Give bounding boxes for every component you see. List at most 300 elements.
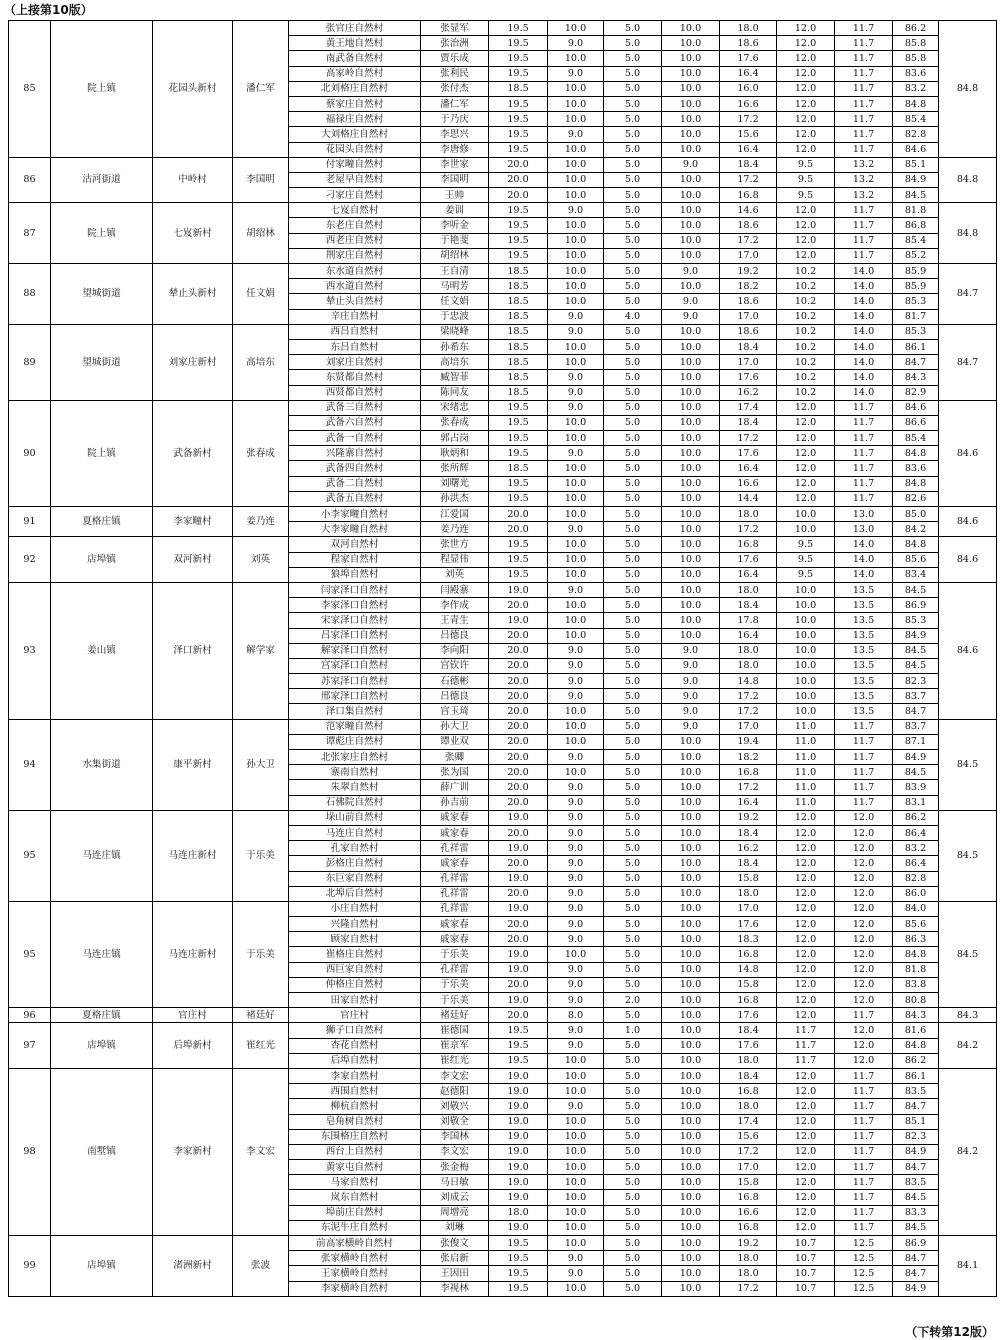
score-7: 12.0	[835, 841, 893, 856]
rank-number: 87	[9, 203, 51, 264]
natural-village-contact: 崔德国	[421, 1023, 489, 1038]
natural-village-score: 82.8	[893, 871, 939, 886]
score-7: 11.7	[835, 248, 893, 263]
score-1: 18.5	[489, 355, 548, 370]
score-5: 14.8	[720, 962, 777, 977]
natural-village-name: 大刘格庄自然村	[289, 127, 421, 142]
score-4: 10.0	[662, 1023, 720, 1038]
natural-village-name: 西台上自然村	[289, 1144, 421, 1159]
score-3: 5.0	[604, 294, 662, 309]
score-5: 16.6	[720, 476, 777, 491]
score-2: 9.0	[548, 1266, 604, 1281]
natural-village-score: 84.5	[893, 188, 939, 203]
score-1: 20.0	[489, 886, 548, 901]
score-5: 17.0	[720, 1160, 777, 1175]
natural-village-name: 皂角树自然村	[289, 1114, 421, 1129]
score-2: 10.0	[548, 355, 604, 370]
score-2: 9.0	[548, 750, 604, 765]
natural-village-contact: 郭占岗	[421, 431, 489, 446]
natural-village-contact: 孙吉前	[421, 795, 489, 810]
score-5: 17.6	[720, 51, 777, 66]
score-4: 10.0	[662, 993, 720, 1008]
score-7: 14.0	[835, 264, 893, 279]
natural-village-name: 孔家自然村	[289, 841, 421, 856]
score-5: 17.4	[720, 400, 777, 415]
natural-village-contact: 贾乐成	[421, 51, 489, 66]
score-6: 12.0	[777, 1084, 835, 1099]
score-5: 16.2	[720, 841, 777, 856]
natural-village-score: 82.3	[893, 1129, 939, 1144]
score-5: 18.4	[720, 1068, 777, 1083]
table-row	[9, 264, 997, 279]
score-2: 9.0	[548, 917, 604, 932]
natural-village-name: 东围格庄自然村	[289, 1129, 421, 1144]
score-7: 13.5	[835, 613, 893, 628]
score-1: 20.0	[489, 643, 548, 658]
score-6: 10.2	[777, 355, 835, 370]
natural-village-name: 谭彪庄自然村	[289, 734, 421, 749]
score-6: 12.0	[777, 1114, 835, 1129]
natural-village-contact: 李唐修	[421, 142, 489, 157]
score-7: 11.7	[835, 431, 893, 446]
score-6: 10.0	[777, 704, 835, 719]
town-name: 院上镇	[51, 400, 153, 506]
score-3: 5.0	[604, 658, 662, 673]
score-2: 10.0	[548, 1190, 604, 1205]
score-6: 12.0	[777, 947, 835, 962]
score-3: 4.0	[604, 309, 662, 324]
score-4: 10.0	[662, 977, 720, 992]
village-leader: 姜乃连	[233, 507, 289, 537]
score-6: 10.0	[777, 522, 835, 537]
score-2: 9.0	[548, 886, 604, 901]
table-row	[9, 21, 997, 36]
score-6: 12.0	[777, 96, 835, 111]
natural-village-contact: 张俊文	[421, 1236, 489, 1251]
score-6: 9.5	[777, 567, 835, 582]
natural-village-contact: 李国林	[421, 1129, 489, 1144]
score-5: 17.2	[720, 431, 777, 446]
score-5: 17.0	[720, 309, 777, 324]
score-4: 10.0	[662, 248, 720, 263]
score-4: 10.0	[662, 461, 720, 476]
score-3: 5.0	[604, 643, 662, 658]
score-5: 17.0	[720, 719, 777, 734]
natural-village-name: 辛庄自然村	[289, 309, 421, 324]
score-5: 15.6	[720, 127, 777, 142]
score-3: 5.0	[604, 1175, 662, 1190]
score-6: 10.2	[777, 264, 835, 279]
score-1: 18.5	[489, 279, 548, 294]
score-6: 12.0	[777, 1129, 835, 1144]
score-6: 10.2	[777, 339, 835, 354]
village-score-table	[8, 20, 997, 1297]
score-3: 5.0	[604, 962, 662, 977]
score-7: 13.5	[835, 658, 893, 673]
score-2: 9.0	[548, 522, 604, 537]
score-3: 5.0	[604, 1236, 662, 1251]
score-2: 10.0	[548, 172, 604, 187]
natural-village-name: 双河自然村	[289, 537, 421, 552]
new-village-total-score: 84.5	[939, 810, 997, 901]
natural-village-name: 石佛院自然村	[289, 795, 421, 810]
score-2: 10.0	[548, 1236, 604, 1251]
score-1: 19.5	[489, 51, 548, 66]
score-5: 19.2	[720, 810, 777, 825]
natural-village-name: 寨南自然村	[289, 765, 421, 780]
score-6: 10.0	[777, 689, 835, 704]
score-6: 11.7	[777, 1038, 835, 1053]
table-row	[9, 203, 997, 218]
score-3: 5.0	[604, 339, 662, 354]
score-6: 12.0	[777, 856, 835, 871]
score-1: 18.5	[489, 339, 548, 354]
village-leader: 胡绍林	[233, 203, 289, 264]
score-7: 14.0	[835, 370, 893, 385]
village-leader: 任文娟	[233, 264, 289, 325]
score-7: 13.2	[835, 172, 893, 187]
score-1: 19.0	[489, 1190, 548, 1205]
score-4: 10.0	[662, 112, 720, 127]
natural-village-name: 东水道自然村	[289, 264, 421, 279]
natural-village-name: 西老庄自然村	[289, 233, 421, 248]
score-2: 10.0	[548, 704, 604, 719]
village-name: 七岌新村	[153, 203, 233, 264]
natural-village-score: 86.9	[893, 598, 939, 613]
natural-village-name: 彭格庄自然村	[289, 856, 421, 871]
natural-village-name: 西水道自然村	[289, 279, 421, 294]
score-4: 10.0	[662, 51, 720, 66]
score-5: 17.6	[720, 917, 777, 932]
score-7: 12.5	[835, 1281, 893, 1296]
natural-village-name: 小庄自然村	[289, 901, 421, 916]
natural-village-score: 83.9	[893, 780, 939, 795]
natural-village-score: 84.8	[893, 96, 939, 111]
score-1: 19.5	[489, 112, 548, 127]
natural-village-score: 84.7	[893, 1266, 939, 1281]
score-7: 12.0	[835, 917, 893, 932]
natural-village-contact: 孔祥雷	[421, 901, 489, 916]
natural-village-name: 花园头自然村	[289, 142, 421, 157]
natural-village-name: 李家横岭自然村	[289, 1281, 421, 1296]
score-2: 10.0	[548, 157, 604, 172]
natural-village-name: 顾家自然村	[289, 932, 421, 947]
natural-village-name: 闫家泽口自然村	[289, 582, 421, 597]
score-4: 10.0	[662, 841, 720, 856]
village-name: 武备新村	[153, 400, 233, 506]
score-6: 11.0	[777, 765, 835, 780]
score-3: 5.0	[604, 233, 662, 248]
score-5: 16.4	[720, 795, 777, 810]
score-7: 11.7	[835, 1129, 893, 1144]
score-3: 5.0	[604, 188, 662, 203]
score-3: 5.0	[604, 947, 662, 962]
score-2: 9.0	[548, 932, 604, 947]
score-1: 18.5	[489, 81, 548, 96]
rank-number: 85	[9, 21, 51, 158]
score-3: 5.0	[604, 917, 662, 932]
score-1: 20.0	[489, 598, 548, 613]
natural-village-score: 86.4	[893, 856, 939, 871]
score-1: 19.5	[489, 21, 548, 36]
score-1: 18.0	[489, 1205, 548, 1220]
village-name: 康平新村	[153, 719, 233, 810]
score-7: 13.5	[835, 628, 893, 643]
score-4: 10.0	[662, 780, 720, 795]
score-2: 9.0	[548, 127, 604, 142]
score-1: 19.0	[489, 901, 548, 916]
natural-village-name: 武备五自然村	[289, 491, 421, 506]
natural-village-score: 84.5	[893, 582, 939, 597]
town-name: 南墅镇	[51, 1068, 153, 1235]
natural-village-contact: 戚家春	[421, 825, 489, 840]
village-leader: 张春成	[233, 400, 289, 506]
score-1: 19.5	[489, 218, 548, 233]
score-1: 20.0	[489, 977, 548, 992]
score-5: 17.2	[720, 689, 777, 704]
rank-number: 86	[9, 157, 51, 203]
natural-village-contact: 马日敏	[421, 1175, 489, 1190]
score-5: 18.4	[720, 339, 777, 354]
score-7: 11.7	[835, 233, 893, 248]
score-5: 18.0	[720, 507, 777, 522]
natural-village-score: 84.9	[893, 1281, 939, 1296]
score-1: 18.5	[489, 264, 548, 279]
natural-village-score: 81.6	[893, 1023, 939, 1038]
score-1: 19.5	[489, 127, 548, 142]
score-6: 11.0	[777, 734, 835, 749]
village-leader: 李文宏	[233, 1068, 289, 1235]
score-6: 12.0	[777, 233, 835, 248]
score-1: 18.5	[489, 309, 548, 324]
score-3: 5.0	[604, 431, 662, 446]
score-2: 10.0	[548, 81, 604, 96]
score-3: 5.0	[604, 1144, 662, 1159]
score-3: 5.0	[604, 279, 662, 294]
score-7: 12.0	[835, 871, 893, 886]
natural-village-name: 西巨家自然村	[289, 962, 421, 977]
score-5: 18.0	[720, 1053, 777, 1068]
natural-village-contact: 李文宏	[421, 1068, 489, 1083]
score-5: 17.0	[720, 901, 777, 916]
natural-village-name: 埠前庄自然村	[289, 1205, 421, 1220]
natural-village-score: 83.2	[893, 81, 939, 96]
score-5: 16.4	[720, 461, 777, 476]
score-3: 5.0	[604, 96, 662, 111]
score-4: 10.0	[662, 750, 720, 765]
score-4: 10.0	[662, 507, 720, 522]
score-2: 10.0	[548, 112, 604, 127]
village-leader: 李国明	[233, 157, 289, 203]
continued-to-note: （下转第12版）	[905, 1325, 994, 1339]
score-3: 5.0	[604, 552, 662, 567]
score-6: 12.0	[777, 476, 835, 491]
score-2: 9.0	[548, 977, 604, 992]
village-name: 渚洲新村	[153, 1236, 233, 1297]
score-6: 12.0	[777, 825, 835, 840]
score-4: 10.0	[662, 1068, 720, 1083]
natural-village-contact: 崔红光	[421, 1053, 489, 1068]
natural-village-contact: 赵德阳	[421, 1084, 489, 1099]
natural-village-score: 85.3	[893, 324, 939, 339]
score-1: 20.0	[489, 719, 548, 734]
natural-village-name: 李家泽口自然村	[289, 598, 421, 613]
score-3: 5.0	[604, 1160, 662, 1175]
score-1: 19.0	[489, 1084, 548, 1099]
natural-village-score: 84.8	[893, 537, 939, 552]
score-4: 10.0	[662, 1281, 720, 1296]
score-4: 10.0	[662, 1038, 720, 1053]
score-2: 9.0	[548, 810, 604, 825]
score-2: 10.0	[548, 415, 604, 430]
natural-village-score: 83.7	[893, 719, 939, 734]
village-name: 辇止头新村	[153, 264, 233, 325]
score-2: 10.0	[548, 598, 604, 613]
score-5: 16.8	[720, 947, 777, 962]
score-4: 10.0	[662, 901, 720, 916]
natural-village-contact: 张金梅	[421, 1160, 489, 1175]
score-3: 5.0	[604, 795, 662, 810]
score-4: 10.0	[662, 36, 720, 51]
natural-village-contact: 张显军	[421, 21, 489, 36]
rank-number: 95	[9, 810, 51, 901]
natural-village-score: 80.8	[893, 993, 939, 1008]
score-2: 9.0	[548, 370, 604, 385]
score-1: 19.5	[489, 1023, 548, 1038]
score-6: 12.0	[777, 1068, 835, 1083]
new-village-total-score: 84.5	[939, 719, 997, 810]
natural-village-score: 84.7	[893, 704, 939, 719]
score-4: 9.0	[662, 674, 720, 689]
score-5: 19.2	[720, 264, 777, 279]
score-5: 16.8	[720, 1084, 777, 1099]
score-7: 12.0	[835, 825, 893, 840]
score-5: 16.8	[720, 1190, 777, 1205]
natural-village-contact: 张世方	[421, 537, 489, 552]
score-6: 10.0	[777, 582, 835, 597]
table-row	[9, 582, 997, 597]
score-6: 10.7	[777, 1266, 835, 1281]
village-leader: 崔红光	[233, 1023, 289, 1069]
score-3: 2.0	[604, 993, 662, 1008]
rank-number: 98	[9, 1068, 51, 1235]
natural-village-score: 86.3	[893, 932, 939, 947]
natural-village-name: 柳杭自然村	[289, 1099, 421, 1114]
score-2: 10.0	[548, 1129, 604, 1144]
natural-village-contact: 孔祥雷	[421, 886, 489, 901]
natural-village-score: 83.6	[893, 461, 939, 476]
score-7: 13.5	[835, 643, 893, 658]
new-village-total-score: 84.8	[939, 21, 997, 158]
new-village-total-score: 84.8	[939, 203, 997, 264]
score-2: 9.0	[548, 1023, 604, 1038]
score-6: 12.0	[777, 66, 835, 81]
natural-village-contact: 于艳斐	[421, 233, 489, 248]
continued-from-note: （上接第10版）	[4, 3, 93, 17]
score-7: 11.7	[835, 400, 893, 415]
score-3: 5.0	[604, 400, 662, 415]
score-2: 10.0	[548, 567, 604, 582]
natural-village-name: 解家泽口自然村	[289, 643, 421, 658]
score-5: 17.2	[720, 172, 777, 187]
score-5: 15.8	[720, 977, 777, 992]
score-2: 10.0	[548, 1144, 604, 1159]
natural-village-name: 邢家泽口自然村	[289, 689, 421, 704]
score-7: 11.7	[835, 51, 893, 66]
score-5: 18.0	[720, 1251, 777, 1266]
score-1: 20.0	[489, 795, 548, 810]
score-6: 10.0	[777, 658, 835, 673]
score-3: 5.0	[604, 1251, 662, 1266]
score-3: 5.0	[604, 856, 662, 871]
score-6: 12.0	[777, 431, 835, 446]
score-7: 14.0	[835, 324, 893, 339]
score-2: 10.0	[548, 628, 604, 643]
score-5: 18.4	[720, 1023, 777, 1038]
score-5: 18.3	[720, 932, 777, 947]
natural-village-name: 老屋早自然村	[289, 172, 421, 187]
score-2: 9.0	[548, 780, 604, 795]
score-6: 10.2	[777, 294, 835, 309]
score-2: 10.0	[548, 233, 604, 248]
score-2: 10.0	[548, 1160, 604, 1175]
score-7: 11.7	[835, 1084, 893, 1099]
rank-number: 96	[9, 1008, 51, 1023]
score-5: 17.0	[720, 355, 777, 370]
score-2: 10.0	[548, 537, 604, 552]
natural-village-score: 86.1	[893, 1068, 939, 1083]
score-2: 9.0	[548, 385, 604, 400]
score-1: 19.5	[489, 491, 548, 506]
score-1: 20.0	[489, 765, 548, 780]
score-6: 12.0	[777, 962, 835, 977]
natural-village-contact: 于乃庆	[421, 112, 489, 127]
score-3: 5.0	[604, 355, 662, 370]
score-3: 5.0	[604, 1129, 662, 1144]
natural-village-contact: 宫钦许	[421, 658, 489, 673]
natural-village-name: 李家自然村	[289, 1068, 421, 1083]
score-5: 18.2	[720, 750, 777, 765]
natural-village-score: 84.3	[893, 370, 939, 385]
score-4: 10.0	[662, 279, 720, 294]
table-row	[9, 400, 997, 415]
score-3: 5.0	[604, 750, 662, 765]
score-6: 10.0	[777, 613, 835, 628]
score-4: 10.0	[662, 795, 720, 810]
score-2: 9.0	[548, 901, 604, 916]
score-1: 19.5	[489, 96, 548, 111]
score-6: 10.7	[777, 1251, 835, 1266]
score-6: 10.7	[777, 1236, 835, 1251]
score-6: 12.0	[777, 112, 835, 127]
score-7: 11.7	[835, 734, 893, 749]
natural-village-score: 84.0	[893, 901, 939, 916]
score-3: 5.0	[604, 21, 662, 36]
natural-village-score: 84.7	[893, 1099, 939, 1114]
score-4: 10.0	[662, 1084, 720, 1099]
score-1: 20.0	[489, 628, 548, 643]
score-2: 9.0	[548, 309, 604, 324]
natural-village-score: 85.4	[893, 112, 939, 127]
score-6: 12.0	[777, 886, 835, 901]
score-4: 9.0	[662, 309, 720, 324]
score-1: 19.5	[489, 203, 548, 218]
score-4: 10.0	[662, 218, 720, 233]
town-name: 院上镇	[51, 203, 153, 264]
score-7: 12.5	[835, 1266, 893, 1281]
score-3: 5.0	[604, 218, 662, 233]
score-3: 5.0	[604, 977, 662, 992]
